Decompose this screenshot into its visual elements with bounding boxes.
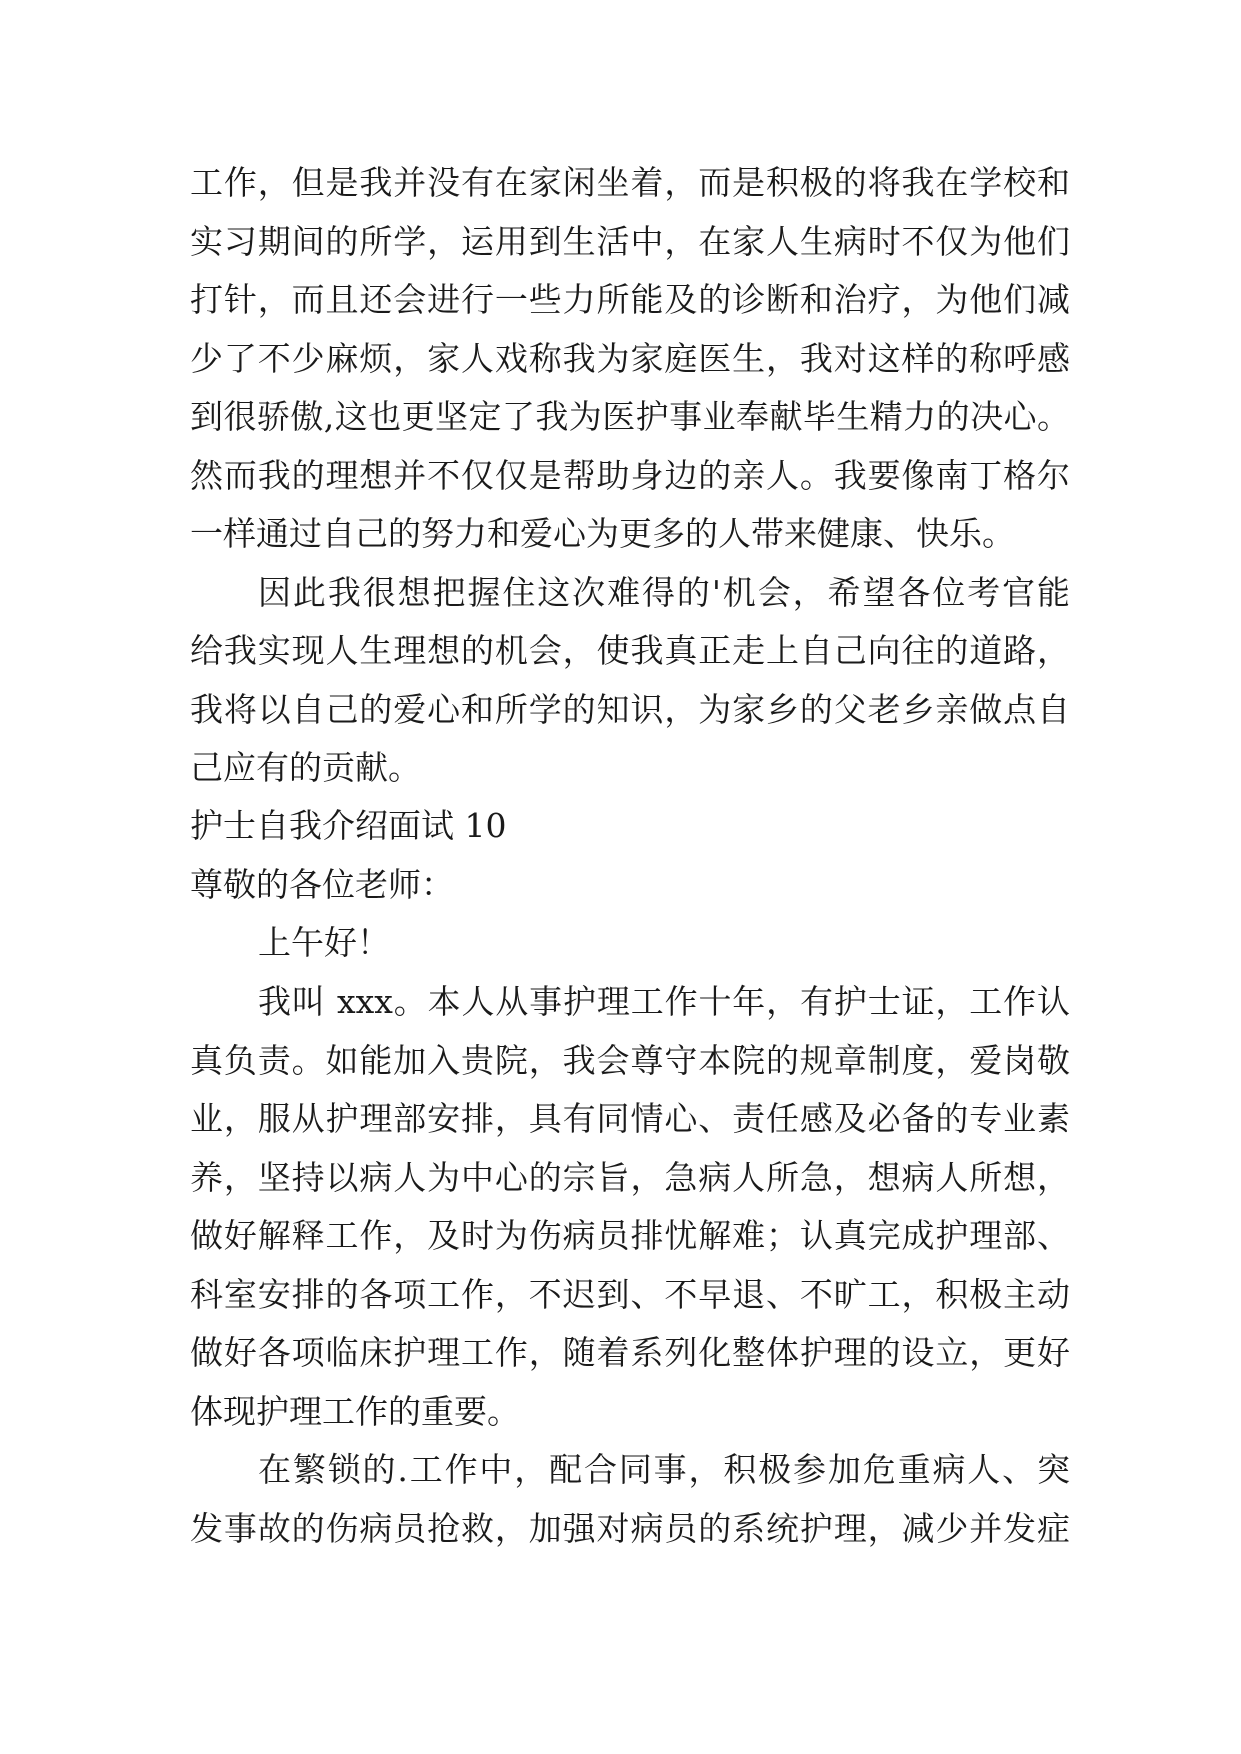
text-line: 然而我的理想并不仅仅是帮助身边的亲人。我要像南丁格尔: [190, 456, 1070, 495]
text-line: 给我实现人生理想的机会，使我真正走上自己向往的道路，: [190, 631, 1070, 670]
text-line: 我将以自己的爱心和所学的知识，为家乡的父老乡亲做点自: [190, 690, 1070, 729]
text-line: 因此我很想把握住这次难得的'机会，希望各位考官能: [258, 573, 1070, 612]
text-line: 做好各项临床护理工作，随着系列化整体护理的设立，更好: [190, 1333, 1070, 1372]
text-line: 养，坚持以病人为中心的宗旨，急病人所急，想病人所想，: [190, 1158, 1070, 1197]
salutation: 尊敬的各位老师：: [190, 865, 454, 904]
text-line: 业，服从护理部安排，具有同情心、责任感及必备的专业素: [190, 1099, 1070, 1138]
text-line: 做好解释工作，及时为伤病员排忧解难；认真完成护理部、: [190, 1216, 1070, 1255]
text-line: 在繁锁的.工作中，配合同事，积极参加危重病人、突: [258, 1450, 1070, 1489]
text-line: 发事故的伤病员抢救，加强对病员的系统护理，减少并发症: [190, 1509, 1070, 1548]
section-heading: 护士自我介绍面试 10: [190, 806, 507, 845]
text-line: 体现护理工作的重要。: [190, 1392, 520, 1431]
text-line: 到很骄傲,这也更坚定了我为医护事业奉献毕生精力的决心。: [190, 397, 1070, 436]
text-line: 科室安排的各项工作，不迟到、不早退、不旷工，积极主动: [190, 1275, 1070, 1314]
text-line: 一样通过自己的努力和爱心为更多的人带来健康、快乐。: [190, 514, 1015, 553]
greeting: 上午好！: [258, 923, 390, 962]
text-line: 我叫 xxx。本人从事护理工作十年，有护士证，工作认: [258, 982, 1070, 1021]
text-line: 打针，而且还会进行一些力所能及的诊断和治疗，为他们减: [190, 280, 1070, 319]
text-line: 少了不少麻烦，家人戏称我为家庭医生，我对这样的称呼感: [190, 339, 1070, 378]
text-line: 真负责。如能加入贵院，我会尊守本院的规章制度，爱岗敬: [190, 1041, 1070, 1080]
text-line: 工作，但是我并没有在家闲坐着，而是积极的将我在学校和: [190, 163, 1070, 202]
text-line: 己应有的贡献。: [190, 748, 421, 787]
text-line: 实习期间的所学，运用到生活中，在家人生病时不仅为他们: [190, 222, 1070, 261]
